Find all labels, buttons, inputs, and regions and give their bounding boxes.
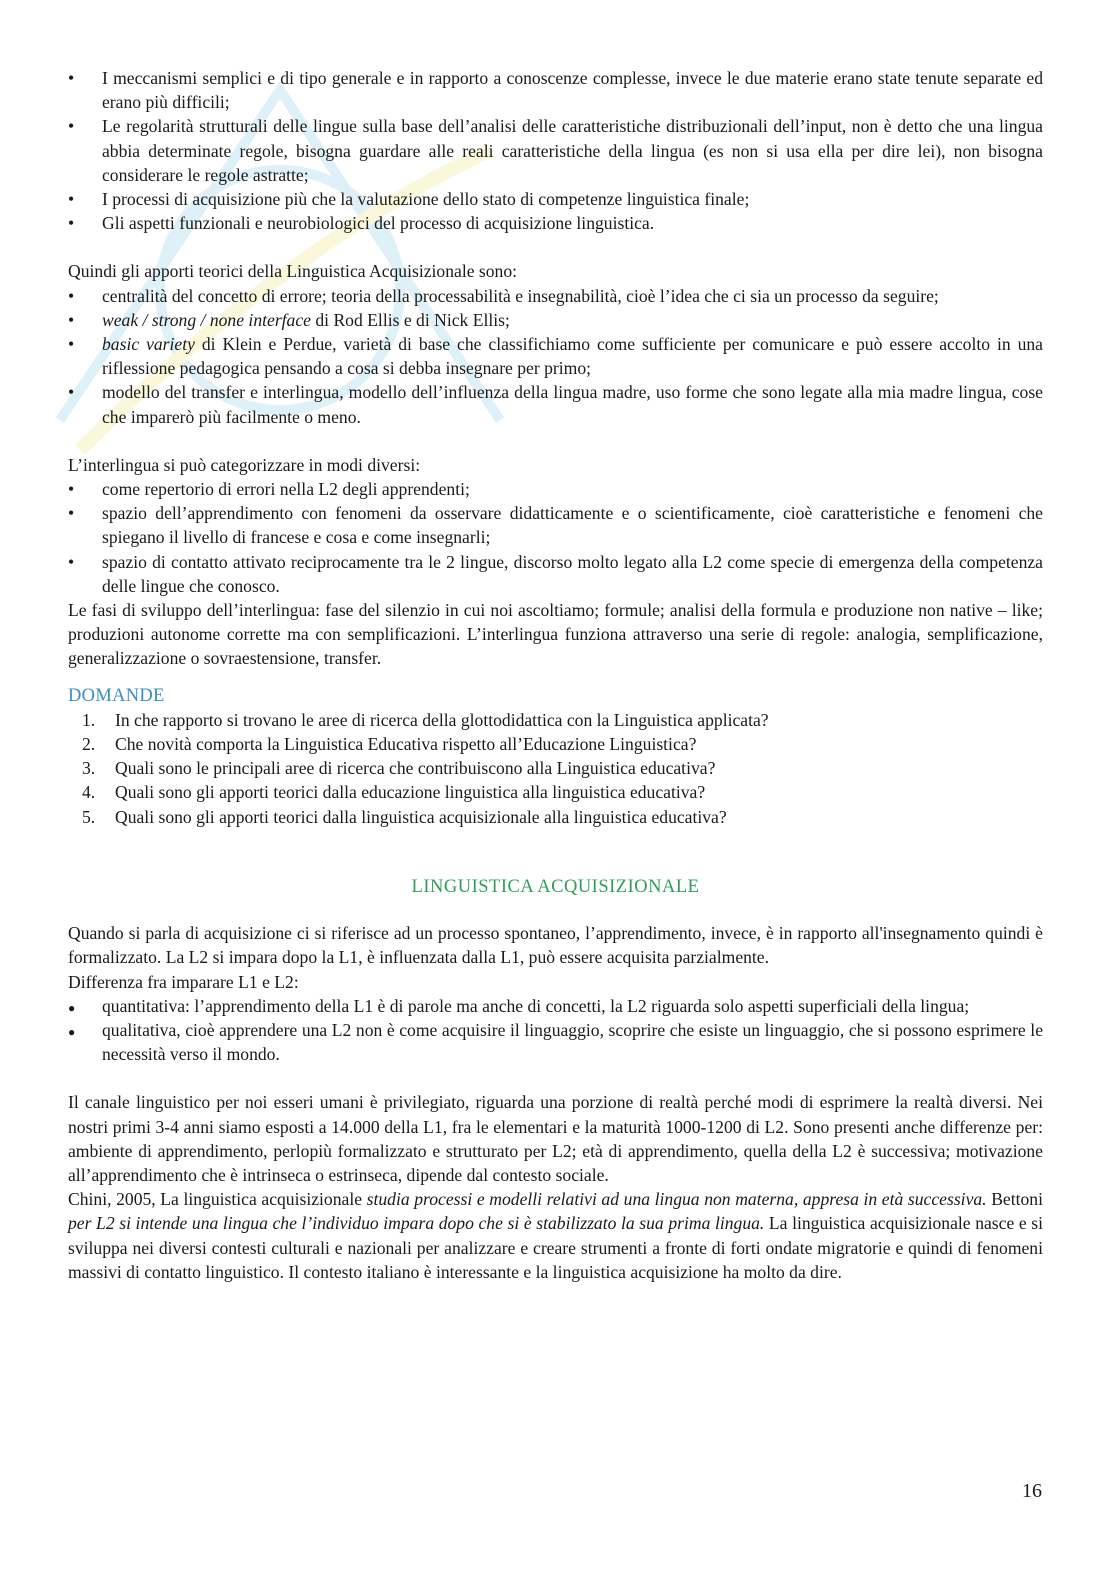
list-item: 4. Quali sono gli apporti teorici dalla educazione linguistica alla linguistica educativa? [82, 782, 706, 803]
list-item: • spazio di contatto attivato reciprocamente tra le 2 lingue, discorso molto legato alla L2 come specie di emergenza della competenza delle lingue che conosco. [68, 550, 1043, 598]
domande-heading: DOMANDE [68, 685, 165, 706]
bullet-icon [68, 187, 80, 211]
bullet-icon [68, 332, 80, 356]
bullet-icon [68, 380, 80, 404]
list-item: ● qualitativa, cioè apprendere una L2 non è come acquisire il linguaggio, scoprire che esiste un linguaggio, che si possono esprimere le necessità verso il mondo. [68, 1018, 1043, 1066]
bullet-icon [68, 66, 80, 90]
interlingua-fasi-paragraph: Le fasi di sviluppo dell’interlingua: fase del silenzio in cui noi ascoltiamo; formule; analisi della formula e produzione non native – like; produzioni autonome corrette ma con semplificazioni. L’interlingua funziona attraverso una serie di regole: analogia, semplificazione, generalizzazione o sovraestensione, transfer. [68, 600, 1043, 669]
bullet-icon [68, 1018, 80, 1044]
section-paragraph-2: Il canale linguistico per noi esseri umani è privilegiato, riguarda una porzione di realtà perché modi di esprimere la realtà diversi. Nei nostri primi 3-4 anni siamo esposti a 14.000 della L1, fra le elementari e la maturità 1000-1200 di L2. Sono presenti anche differenze per: ambiente di apprendimento, perlopiù formalizzato e strutturato per L2; età di apprendimento, quella della L2 è successiva; motivazione all’apprendimento che è intrinseca o estrinseca, dipende dal contesto sociale. [68, 1092, 1043, 1185]
bullet-icon [68, 477, 80, 501]
section-paragraph-1: Quando si parla di acquisizione ci si riferisce ad un processo spontaneo, l’apprendimento, invece, è in rapporto all'insegnamento quindi è formalizzato. La L2 si impara dopo la L1, è influenzata dalla L1, può essere acquisita parzialmente. [68, 923, 1043, 968]
page-content [68, 66, 1043, 1284]
differenza-intro: Differenza fra imparare L1 e L2: [68, 971, 299, 992]
list-item: • basic variety di Klein e Perdue, varietà di base che classifichiamo come sufficiente per comunicare e può essere accolto in una riflessione pedagogica pensando a cosa si debba insegnare per primo; [68, 332, 1043, 380]
list-item: • spazio dell’apprendimento con fenomeni da osservare didatticamente e o scientificamente, cioè caratteristiche e fenomeni che spiegano il livello di francese e cosa e come insegnarli; [68, 501, 1043, 549]
list-item: ● quantitativa: l’apprendimento della L1 è di parole ma anche di concetti, la L2 riguarda solo aspetti superficiali della lingua; [68, 994, 1043, 1018]
list-item: • I processi di acquisizione più che la valutazione dello stato di competenze linguistica finale; [68, 187, 1043, 211]
page-number: 16 [1022, 1480, 1042, 1502]
section-paragraph-3: Chini, 2005, La linguistica acquisizionale studia processi e modelli relativi ad una lingua non materna, appresa in età successiva. Bettoni per L2 si intende una lingua che l’individuo impara dopo che si è stabilizzato la sua prima lingua. La linguistica acquisizionale nasce e si sviluppa nei diversi contesti culturali e nazionali per analizzare e creare strumenti a fronte di forti ondate migratorie e quindi di fenomeni massivi di contatto linguistico. Il contesto italiano è interessante e la linguistica acquisizione ha molto da dire. [68, 1189, 1043, 1282]
list-item: • weak / strong / none interface di Rod Ellis e di Nick Ellis; [68, 308, 1043, 332]
bullet-icon [68, 994, 80, 1020]
list-item: • centralità del concetto di errore; teoria della processabilità e insegnabilità, cioè l’idea che ci sia un processo da seguire; [68, 284, 1043, 308]
apporti-intro: Quindi gli apporti teorici della Linguistica Acquisizionale sono: [68, 261, 518, 282]
list-item: 1. In che rapporto si trovano le aree di ricerca della glottodidattica con la Linguistica applicata? [82, 709, 769, 730]
block1-bullet-list [68, 66, 1043, 235]
list-item: • Gli aspetti funzionali e neurobiologici del processo di acquisizione linguistica. [68, 211, 1043, 235]
apporti-bullet-list [68, 284, 1043, 429]
bullet-icon [68, 308, 80, 332]
bullet-icon [68, 211, 80, 235]
bullet-icon [68, 550, 80, 574]
section-heading: LINGUISTICA ACQUISIZIONALE [411, 876, 700, 897]
list-item: 2. Che novità comporta la Linguistica Educativa rispetto all’Educazione Linguistica? [82, 734, 697, 755]
bullet-icon [68, 114, 80, 138]
list-item: • modello del transfer e interlingua, modello dell’influenza della lingua madre, uso forme che sono legate alla mia madre lingua, cose che imparerò più facilmente o meno. [68, 380, 1043, 428]
list-item: • I meccanismi semplici e di tipo generale e in rapporto a conoscenze complesse, invece le due materie erano state tenute separate ed erano più difficili; [68, 66, 1043, 114]
interlingua-intro: L’interlingua si può categorizzare in modi diversi: [68, 454, 421, 475]
bullet-icon [68, 284, 80, 308]
interlingua-bullet-list [68, 477, 1043, 598]
list-item: 3. Quali sono le principali aree di ricerca che contribuiscono alla Linguistica educativa? [82, 758, 716, 779]
list-item: 5. Quali sono gli apporti teorici dalla linguistica acquisizionale alla linguistica educativa? [82, 806, 727, 827]
list-item: • Le regolarità strutturali delle lingue sulla base dell’analisi delle caratteristiche distribuzionali dell’input, non è detto che una lingua abbia determinate regole, bisogna guardare alle reali caratteristiche della lingua (es non si usa ella per dire lei), non bisogna considerare le regole astratte; [68, 114, 1043, 187]
list-item: • come repertorio di errori nella L2 degli apprendenti; [68, 477, 1043, 501]
differenza-bullet-list [68, 994, 1043, 1067]
bullet-icon [68, 501, 80, 525]
domande-numbered-list [68, 708, 1043, 829]
